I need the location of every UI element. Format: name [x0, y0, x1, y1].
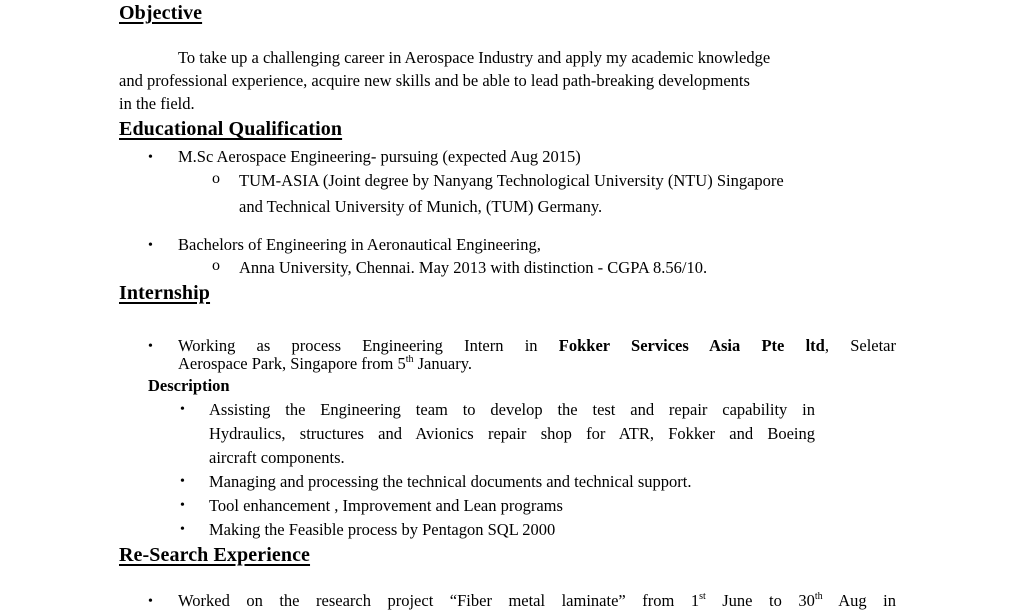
company-name: Fokker Services Asia Pte ltd: [558, 336, 825, 355]
description-label: Description: [148, 376, 230, 395]
description-item-1-line-1: Assisting the Engineering team to develop the test and repair capability in: [209, 400, 815, 419]
description-item-4: Making the Feasible process by Pentagon SQL 2000: [209, 520, 556, 539]
description-item-3: Tool enhancement , Improvement and Lean programs: [209, 496, 563, 515]
internship-line-2: Aerospace Park, Singapore from 5th January.: [178, 354, 473, 373]
circle-bullet-icon: o: [212, 257, 220, 274]
education-heading: Educational Qualification: [119, 118, 343, 140]
research-line-1: Worked on the research project “Fiber metal laminate” from 1st June to 30th Aug in: [178, 591, 896, 610]
objective-line-3: in the field.: [119, 94, 195, 113]
bullet-icon: •: [148, 150, 153, 165]
education-msc-sub-line-1: TUM-ASIA (Joint degree by Nanyang Technological University (NTU) Singapore: [239, 171, 784, 190]
bullet-icon: •: [148, 339, 153, 354]
bullet-icon: •: [180, 522, 185, 537]
bullet-icon: •: [148, 594, 153, 609]
objective-heading: Objective: [119, 2, 203, 24]
bullet-icon: •: [148, 238, 153, 253]
objective-line-1: To take up a challenging career in Aerospace Industry and apply my academic knowledge: [178, 48, 771, 67]
education-item-be: Bachelors of Engineering in Aeronautical Engineering,: [178, 235, 541, 254]
education-be-sub-line-1: Anna University, Chennai. May 2013 with distinction - CGPA 8.56/10.: [239, 258, 708, 277]
internship-heading: Internship: [119, 282, 211, 304]
education-item-msc: M.Sc Aerospace Engineering- pursuing (expected Aug 2015): [178, 147, 581, 166]
bullet-icon: •: [180, 498, 185, 513]
bullet-icon: •: [180, 402, 185, 417]
objective-line-2: and professional experience, acquire new skills and be able to lead path-breaking developments: [119, 71, 750, 90]
education-msc-sub-line-2: and Technical University of Munich, (TUM) Germany.: [239, 197, 603, 216]
circle-bullet-icon: o: [212, 170, 220, 187]
description-item-1-line-3: aircraft components.: [209, 448, 345, 467]
description-item-2: Managing and processing the technical documents and technical support.: [209, 472, 692, 491]
description-item-1-line-2: Hydraulics, structures and Avionics repair shop for ATR, Fokker and Boeing: [209, 424, 815, 443]
research-heading: Re-Search Experience: [119, 544, 311, 566]
internship-line-1: Working as process Engineering Intern in Fokker Services Asia Pte ltd, Seletar: [178, 336, 897, 355]
bullet-icon: •: [180, 474, 185, 489]
